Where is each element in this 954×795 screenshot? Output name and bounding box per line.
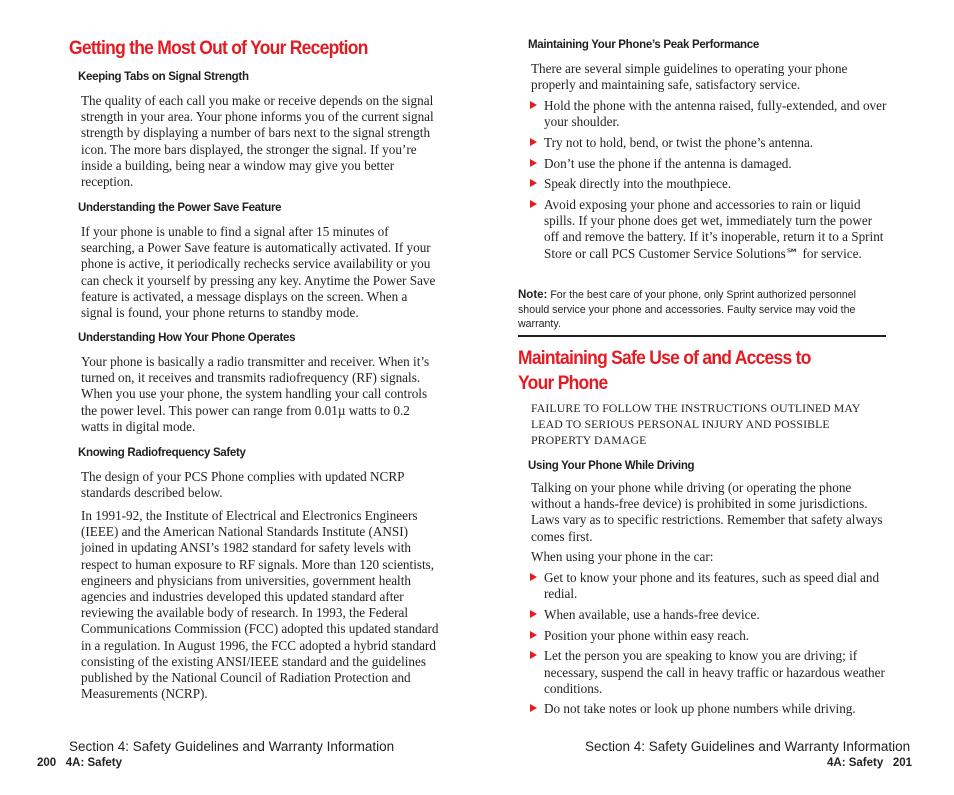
page-heading: Getting the Most Out of Your Reception: [69, 38, 368, 59]
list-item: Avoid exposing your phone and accessories to rain or liquid spills. If your phone does get wet, immediately turn the power off and remove the battery. If it’s inoperable, return it to a Sprint Store or call PCS Customer Service Solutions℠ for service.: [529, 197, 889, 262]
arrow-bullet-icon: [530, 138, 537, 146]
section-title: Keeping Tabs on Signal Strength: [78, 71, 249, 83]
footer-section-title: Section 4: Safety Guidelines and Warranty Information: [585, 739, 911, 754]
footer-page-number: 4A: Safety 201: [827, 757, 913, 769]
list-item: Try not to hold, bend, or twist the phone’s antenna.: [529, 135, 889, 151]
arrow-bullet-icon: [530, 631, 537, 639]
paragraph: If your phone is unable to find a signal after 15 minutes of searching, a Power Save feature is automatically activated. If your phone is active, it periodically rechecks service availability or you can check it yourself by pressing any key. Anytime the Power Save feature is activated, a message displays on the screen. When a signal is found, your phone returns to standby mode.: [81, 224, 436, 321]
section-title: Understanding the Power Save Feature: [78, 202, 282, 214]
list-item: Hold the phone with the antenna raised, fully-extended, and over your shoulder.: [529, 98, 889, 130]
list-item: Do not take notes or look up phone numbers while driving.: [529, 701, 889, 717]
bullet-list: [529, 570, 889, 718]
note-text: For the best care of your phone, only Sprint authorized personnel should service your phone and accessories. Faulty service may void the warranty.: [518, 289, 856, 330]
section-title: Understanding How Your Phone Operates: [78, 332, 296, 344]
section-title: Maintaining Your Phone’s Peak Performance: [528, 39, 759, 51]
note: [518, 288, 890, 332]
list-item: Speak directly into the mouthpiece.: [529, 176, 889, 192]
arrow-bullet-icon: [530, 159, 537, 167]
paragraph: Your phone is basically a radio transmitter and receiver. When it’s turned on, it receives and transmits radiofrequency (RF) signals. When you use your phone, the system handling your call controls the power level. This power can range from 0.01µ watts to 0.2 watts in digital mode.: [81, 354, 430, 434]
page-heading-continued: Your Phone: [518, 373, 608, 394]
page-heading: Maintaining Safe Use of and Access to: [518, 348, 811, 369]
list-item: Let the person you are speaking to know you are driving; if necessary, suspend the call in heavy traffic or hazardous weather conditions.: [529, 648, 889, 697]
arrow-bullet-icon: [530, 610, 537, 618]
warning-text: FAILURE TO FOLLOW THE INSTRUCTIONS OUTLINED MAY LEAD TO SERIOUS PERSONAL INJURY AND POSSIBLE PROPERTY DAMAGE: [531, 401, 861, 448]
note-label: Note:: [518, 289, 548, 301]
paragraph: The design of your PCS Phone complies with updated NCRP standards described below.: [81, 469, 404, 501]
arrow-bullet-icon: [530, 651, 537, 659]
bullet-list: [529, 98, 889, 262]
list-item: Get to know your phone and its features, such as speed dial and redial.: [529, 570, 889, 602]
right-page: [477, 0, 954, 795]
paragraph: In 1991-92, the Institute of Electrical and Electronics Engineers (IEEE) and the American National Standards Institute (ANSI) joined in updating ANSI’s 1982 standard for safety levels with respect to human exposure to RF signals. More than 120 scientists, engineers and physicians from universities, government health agencies and industries developed this updated standard after reviewing the available body of research. In 1993, the Federal Communications Commission (FCC) adopted this updated standard in a regulation. In August 1996, the FCC adopted a hybrid standard consisting of the existing ANSI/IEEE standard and the guidelines published by the National Council of Radiation Protection and Measurements (NCRP).: [81, 508, 439, 702]
arrow-bullet-icon: [530, 200, 537, 208]
list-item: Position your phone within easy reach.: [529, 628, 889, 644]
paragraph: When using your phone in the car:: [531, 549, 714, 564]
paragraph: The quality of each call you make or receive depends on the signal strength in your area. Your phone informs you of the current signal strength by displaying a number of bars next to the signal strength icon. The more bars displayed, the stronger the signal. If you’re inside a building, being near a window may give you better reception.: [81, 93, 434, 190]
section-title: Knowing Radiofrequency Safety: [78, 447, 246, 459]
arrow-bullet-icon: [530, 179, 537, 187]
arrow-bullet-icon: [530, 573, 537, 581]
list-item: When available, use a hands-free device.: [529, 607, 889, 623]
section-title: Using Your Phone While Driving: [528, 460, 695, 472]
divider: [518, 335, 886, 337]
paragraph: There are several simple guidelines to operating your phone properly and maintaining safe, satisfactory service.: [531, 61, 848, 93]
list-item: Don’t use the phone if the antenna is damaged.: [529, 156, 889, 172]
footer-page-number: 200 4A: Safety: [37, 757, 123, 769]
arrow-bullet-icon: [530, 101, 537, 109]
arrow-bullet-icon: [530, 704, 537, 712]
footer-section-title: Section 4: Safety Guidelines and Warranty Information: [69, 739, 395, 754]
paragraph: Talking on your phone while driving (or operating the phone without a hands-free device) is prohibited in some jurisdictions. Laws vary as to specific restrictions. Remember that safety always comes first.: [531, 480, 883, 544]
